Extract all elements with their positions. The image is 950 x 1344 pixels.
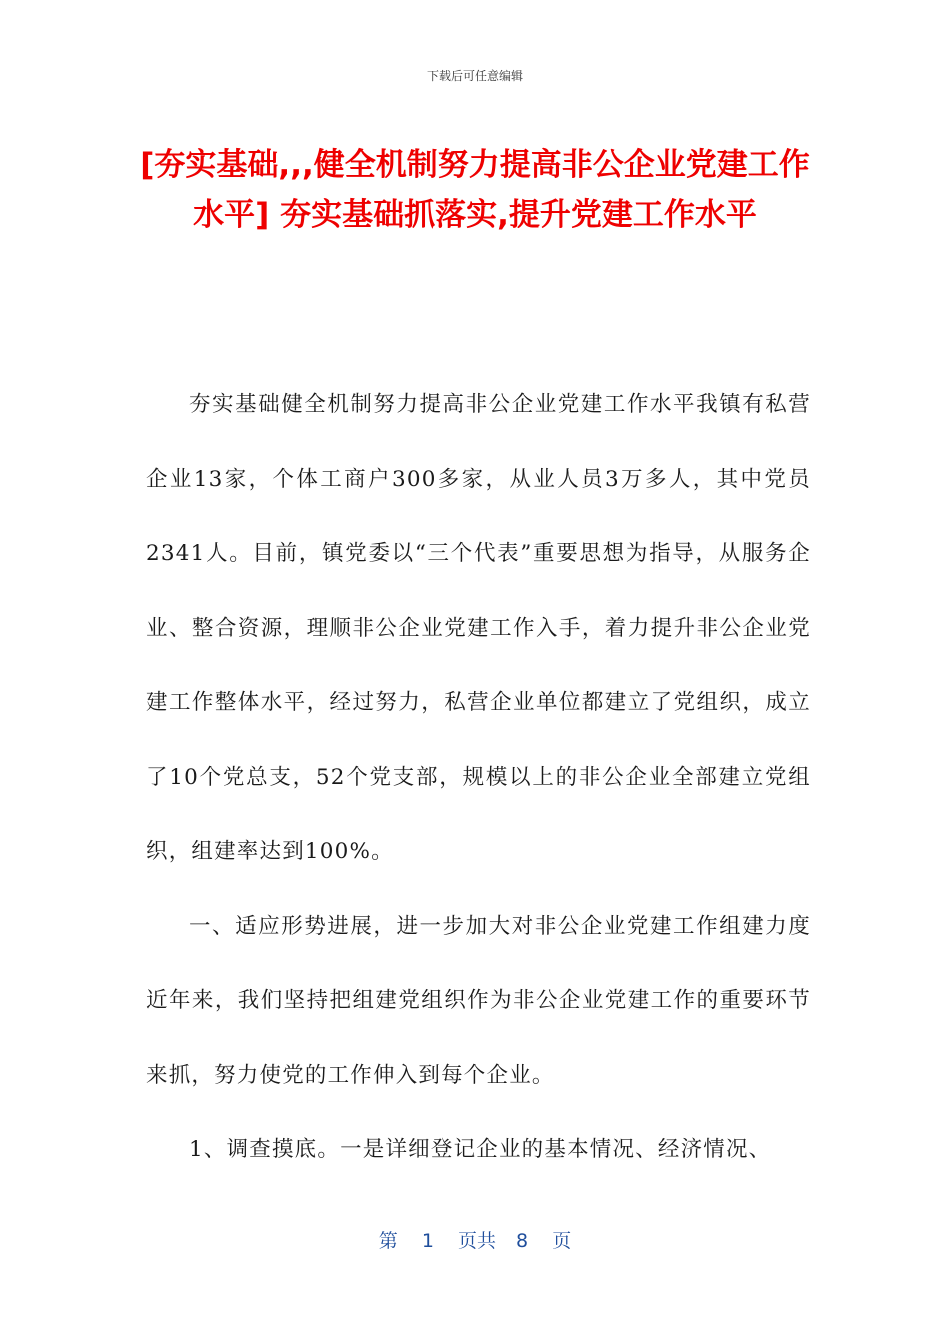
- footer-prefix: 第: [378, 1230, 398, 1252]
- document-title: [夯实基础,,,健全机制努力提高非公企业党建工作水平] 夯实基础抓落实,提升党建工作水平: [140, 147, 810, 233]
- footer-suffix: 页: [552, 1230, 572, 1252]
- footer-total-pages: 8: [516, 1230, 529, 1252]
- paragraph-item-one: 1、调查摸底。一是详细登记企业的基本情况、经济情况、: [189, 1137, 772, 1162]
- footer-middle: 页共: [457, 1230, 496, 1252]
- footer-current-page: 1: [421, 1230, 434, 1252]
- header-note: 下载后可任意编辑: [426, 69, 523, 83]
- paragraph-section-one: 一、适应形势进展，进一步加大对非公企业党建工作组建力度近年来，我们坚持把组建党组织作为非公企业党建工作的重要环节来抓，努力使党的工作伸入到每个企业。: [146, 913, 811, 1088]
- page-footer: [0, 1226, 950, 1253]
- paragraph-intro: 夯实基础健全机制努力提高非公企业党建工作水平我镇有私营企业13家，个体工商户300多家，从业人员3万多人，其中党员2341人。目前，镇党委以“三个代表”重要思想为指导，从服务企业、整合资源，理顺非公企业党建工作入手，着力提升非公企业党建工作整体水平，经过努力，私营企业单位都建立了党组织，成立了10个党总支，52个党支部，规模以上的非公企业全部建立党组织，组建率达到100%。: [146, 392, 811, 864]
- document-body: [146, 368, 811, 1188]
